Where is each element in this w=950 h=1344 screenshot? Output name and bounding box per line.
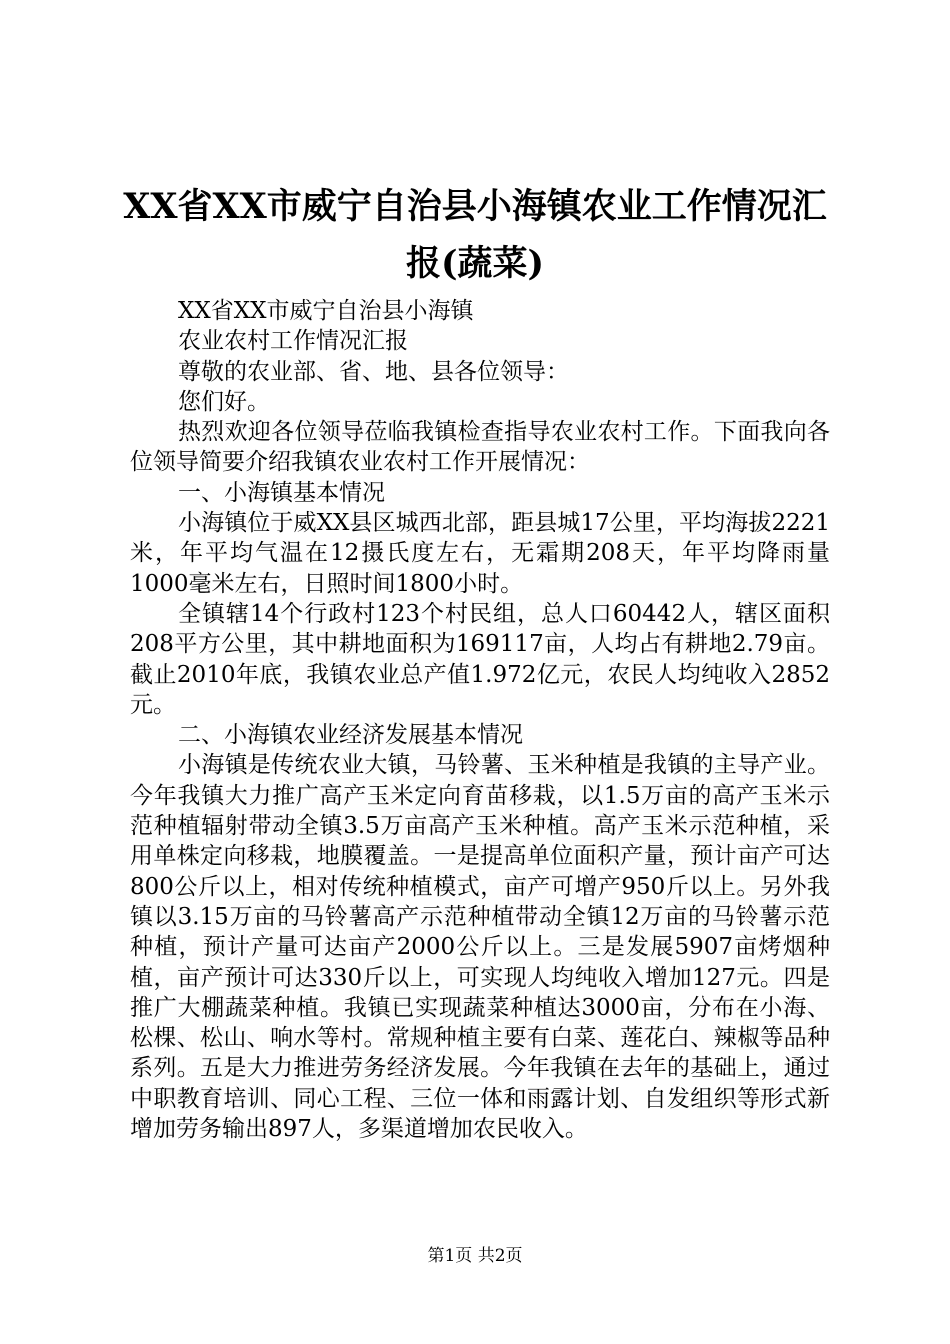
paragraph-welcome: 热烈欢迎各位领导莅临我镇检查指导农业农村工作。下面我向各位领导简要介绍我镇农业农村工作开展情况： (130, 419, 830, 476)
header-line-greeting: 您们好。 (178, 388, 270, 415)
document-title (110, 178, 840, 292)
paragraph-location: 小海镇位于威XX县区城西北部，距县城17公里，平均海拔2221米，年平均气温在12摄氏度左右，无霜期208天，年平均降雨量1000毫米左右，日照时间1800小时。 (130, 510, 830, 597)
document-body (130, 296, 830, 1144)
title-line-2: 报(蔬菜) (405, 243, 545, 284)
page-footer: 第1页 共2页 (427, 1246, 523, 1266)
section-heading-economy: 二、小海镇农业经济发展基本情况 (178, 722, 523, 749)
header-line-salutation: 尊敬的农业部、省、地、县各位领导： (178, 358, 569, 385)
paragraph-agriculture: 小海镇是传统农业大镇，马铃薯、玉米种植是我镇的主导产业。今年我镇大力推广高产玉米定向育苗移栽，以1.5万亩的高产玉米示范种植辐射带动全镇3.5万亩高产玉米种植。高产玉米示范种植，采用单株定向移栽，地膜覆盖。一是提高单位面积产量，预计亩产可达800公斤以上，相对传统种植模式，亩产可增产950斤以上。另外我镇以3.15万亩的马铃薯高产示范种植带动全镇12万亩的马铃薯示范种植，预计产量可达亩产2000公斤以上。三是发展5907亩烤烟种植，亩产预计可达330斤以上，可实现人均纯收入增加127元。四是推广大棚蔬菜种植。我镇已实现蔬菜种植达3000亩，分布在小海、松棵、松山、响水等村。常规种植主要有白菜、莲花白、辣椒等品种系列。五是大力推进劳务经济发展。今年我镇在去年的基础上，通过中职教育培训、同心工程、三位一体和雨露计划、自发组织等形式新增加劳务输出897人，多渠道增加农民收入。 (130, 752, 830, 1143)
header-line-report-name: 农业农村工作情况汇报 (178, 328, 408, 355)
header-line-region: XX省XX市威宁自治县小海镇 (178, 298, 474, 324)
title-line-1: XX省XX市威宁自治县小海镇农业工作情况汇 (123, 186, 827, 227)
section-heading-basic-info: 一、小海镇基本情况 (178, 479, 385, 506)
paragraph-population: 全镇辖14个行政村123个村民组，总人口60442人，辖区面积208平方公里，其中耕地面积为169117亩，人均占有耕地2.79亩。截止2010年底，我镇农业总产值1.972亿元，农民人均纯收入2852元。 (130, 600, 830, 718)
